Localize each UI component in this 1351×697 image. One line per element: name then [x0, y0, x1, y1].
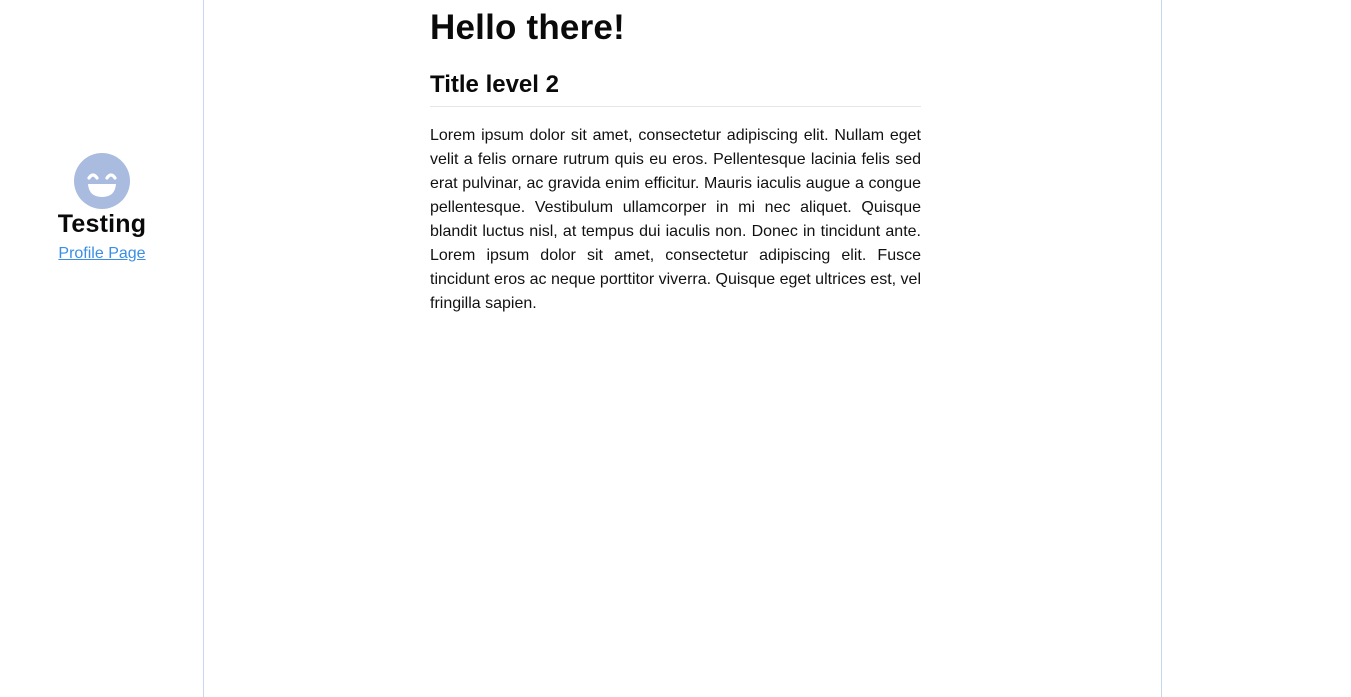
- profile-name: Testing: [57, 210, 147, 238]
- main-content: [430, 0, 921, 316]
- sidebar: [0, 0, 204, 697]
- profile-card: [0, 153, 204, 264]
- body-paragraph: Lorem ipsum dolor sit amet, consectetur adipiscing elit. Nullam eget velit a felis ornare rutrum quis eu eros. Pellentesque lacinia felis sed erat pulvinar, ac gravida enim efficitur. Mauris iaculis augue a congue pellentesque. Vestibulum ullamcorper in mi nec aliquet. Quisque blandit luctus nisl, at tempus dui iaculis non. Donec in tincidunt ante. Lorem ipsum dolor sit amet, consectetur adipiscing elit. Fusce tincidunt eros ac neque porttitor viverra. Quisque eget ultrices est, vel fringilla sapien.: [430, 127, 921, 312]
- profile-page-link[interactable]: Profile Page: [58, 245, 146, 262]
- avatar: [74, 153, 130, 209]
- right-divider: [1161, 0, 1162, 697]
- section-title: Title level 2: [430, 70, 921, 107]
- page-title: Hello there!: [430, 8, 625, 47]
- smiling-face-icon: [74, 153, 130, 209]
